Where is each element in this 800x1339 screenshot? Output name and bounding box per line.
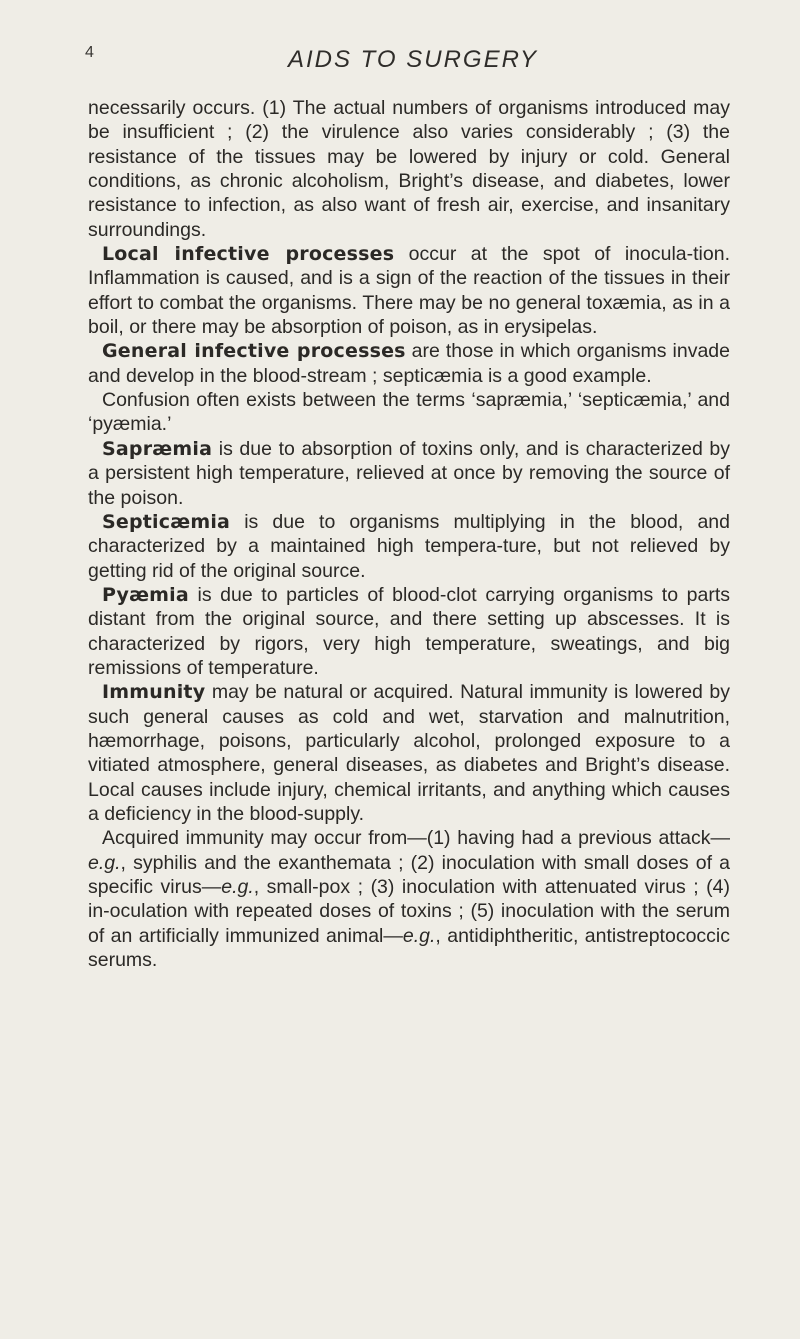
section-heading: Local infective processes <box>102 243 395 266</box>
section-heading: Septicæmia <box>102 510 231 533</box>
eg-abbreviation: e.g. <box>88 851 121 874</box>
eg-abbreviation: e.g. <box>221 876 254 898</box>
paragraph-general-infective <box>88 339 730 388</box>
paragraph-confusion <box>88 388 730 437</box>
section-heading: Pyæmia <box>102 583 189 606</box>
running-head: AIDS TO SURGERY <box>288 46 539 73</box>
paragraph-text: , small-pox ; (3) inoculation with attenuated virus ; (4) in-oculation with repeated doses of toxins ; (5) inoculation with the serum of an artificially immunized animal— <box>88 876 730 947</box>
eg-abbreviation: e.g. <box>402 924 436 947</box>
paragraph-text: Confusion often exists between the terms ‘sapræmia,’ ‘septicæmia,’ and ‘pyæmia.’ <box>88 389 730 436</box>
paragraph-text: necessarily occurs. (1) The actual numbers of organisms introduced may be insufficient ; (2) the virulence also varies considerably ; (3) the resistance of the tissues may be lowered by injury or cold. General conditions, as chronic alcoholism, Bright’s disease, and diabetes, lower resistance to infection, as also want of fresh air, exercise, and insanitary surroundings. <box>88 97 730 241</box>
paragraph-continuation <box>88 96 730 242</box>
paragraph-immunity <box>88 680 730 826</box>
body-text <box>88 96 730 972</box>
paragraph-sapraemia <box>88 437 730 510</box>
paragraph-septicaemia <box>88 510 730 583</box>
paragraph-local-infective <box>88 242 730 339</box>
paragraph-text: , syphilis and the exanthemata ; (2) inoculation with small doses of a specific virus— <box>88 851 730 898</box>
section-heading: General infective processes <box>102 340 406 363</box>
paragraph-text: are those in which organisms invade and develop in the blood-stream ; septicæmia is a good example. <box>88 340 730 387</box>
paragraph-acquired-immunity <box>88 826 730 972</box>
paragraph-text: may be natural or acquired. Natural immunity is lowered by such general causes as cold and wet, starvation and malnutrition, hæmorrhage, poisons, particularly alcohol, prolonged exposure to a vitiated atmosphere, general diseases, as diabetes and Bright’s disease. Local causes include injury, chemical irritants, and anything which causes a deficiency in the blood-supply. <box>88 681 730 825</box>
paragraph-pyaemia <box>88 583 730 680</box>
page-number: 4 <box>85 44 94 61</box>
paragraph-text: occur at the spot of inocula-tion. Inflammation is caused, and is a sign of the reaction of the tissues in their effort to combat the organisms. There may be no general toxæmia, as in a boil, or there may be absorption of poison, as in erysipelas. <box>88 243 730 339</box>
paragraph-text: is due to organisms multiplying in the blood, and characterized by a maintained high tempera-ture, but not relieved by getting rid of the original source. <box>88 510 730 582</box>
paragraph-text: , antidiphtheritic, antistreptococcic serums. <box>88 924 730 972</box>
section-heading: Sapræmia <box>102 437 213 460</box>
section-heading: Immunity <box>102 681 206 704</box>
paragraph-text: is due to absorption of toxins only, and is characterized by a persistent high temperature, relieved at once by removing the source of the poison. <box>88 437 730 509</box>
paragraph-text: Acquired immunity may occur from—(1) having had a previous attack— <box>102 827 730 850</box>
page-header <box>85 44 728 76</box>
paragraph-text: is due to particles of blood-clot carrying organisms to parts distant from the original source, and there setting up abscesses. It is characterized by rigors, very high temperature, sweatings, and big remissions of temperature. <box>88 583 730 679</box>
